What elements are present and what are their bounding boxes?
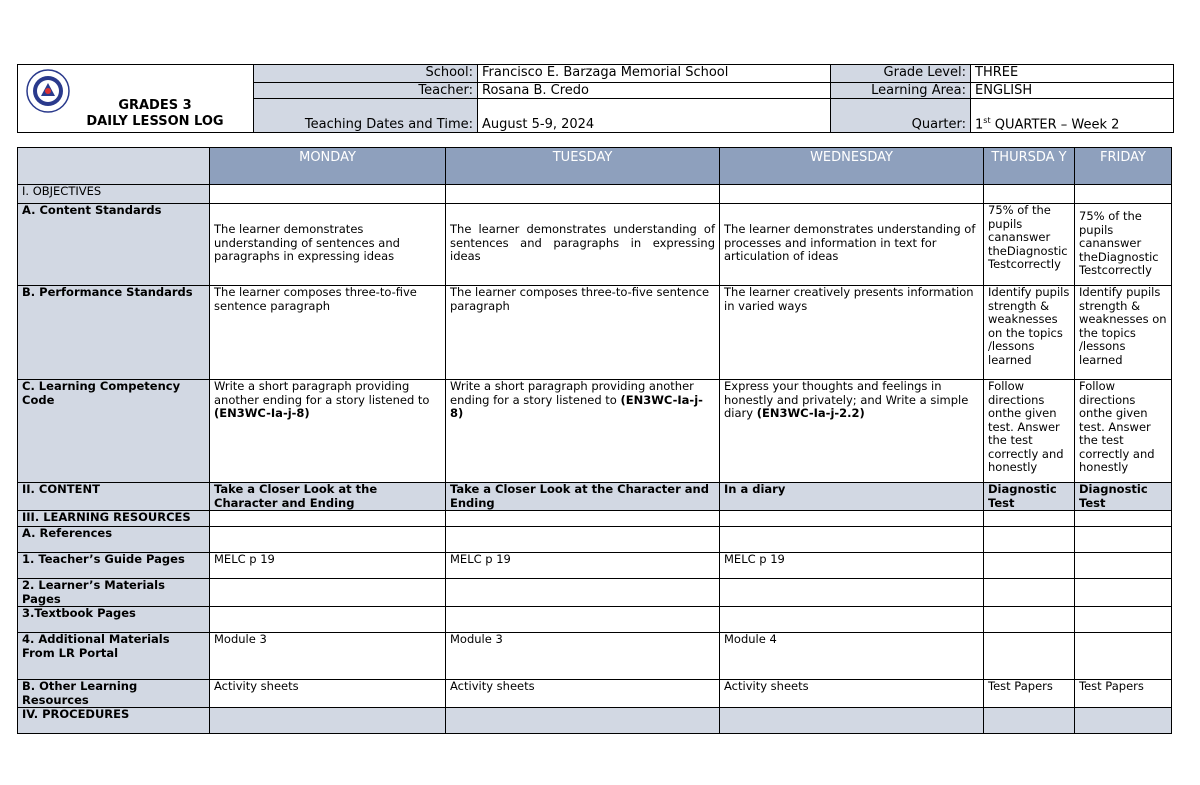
day-tuesday: TUESDAY — [446, 148, 720, 185]
cell — [984, 708, 1075, 734]
cell — [210, 579, 446, 607]
content-wed: In a diary — [720, 483, 984, 511]
day-thursday: THURSDA Y — [984, 148, 1075, 185]
content-standards-fri: 75% of the pupils cananswer theDiagnostic Testcorrectly — [1075, 204, 1172, 286]
quarter-rest: QUARTER – Week 2 — [990, 117, 1120, 132]
cell — [446, 607, 720, 633]
teachers-guide-wed: MELC p 19 — [720, 553, 984, 579]
cell — [1075, 527, 1172, 553]
cell — [1075, 633, 1172, 680]
competency-wed-text: Express your thoughts and feelings in honestly and privately; and Write a simple diary — [724, 379, 969, 420]
competency-tue-code: (EN3WC-Ia-j-8) — [450, 392, 703, 420]
cell — [720, 527, 984, 553]
table-row — [18, 185, 1172, 204]
competency-mon — [210, 380, 446, 483]
cell — [1075, 185, 1172, 204]
cell — [446, 579, 720, 607]
cell — [720, 511, 984, 527]
day-friday: FRIDAY — [1075, 148, 1172, 185]
textbook-label: 3.Textbook Pages — [18, 607, 210, 633]
quarter-value — [971, 99, 1174, 133]
content-standards-thu: 75% of the pupils cananswer theDiagnostic Testcorrectly — [984, 204, 1075, 286]
school-label: School: — [254, 65, 478, 83]
competency-tue-text: Write a short paragraph providing another ending for a story listened to — [450, 379, 694, 407]
procedures-label: IV. PROCEDURES — [18, 708, 210, 734]
table-row — [18, 380, 1172, 483]
title-cell — [18, 65, 254, 133]
additional-mon: Module 3 — [210, 633, 446, 680]
performance-standards-fri: Identify pupils strength & weaknesses on the topics /lessons learned — [1075, 286, 1172, 380]
cell — [1075, 708, 1172, 734]
content-label: II. CONTENT — [18, 483, 210, 511]
cell — [210, 708, 446, 734]
cell — [984, 633, 1075, 680]
other-tue: Activity sheets — [446, 680, 720, 708]
teachers-guide-label: 1. Teacher’s Guide Pages — [18, 553, 210, 579]
cell — [210, 185, 446, 204]
title-log: DAILY LESSON LOG — [86, 114, 224, 129]
school-value: Francisco E. Barzaga Memorial School — [478, 65, 831, 83]
cell — [984, 553, 1075, 579]
other-fri: Test Papers — [1075, 680, 1172, 708]
cell — [446, 511, 720, 527]
cell — [720, 579, 984, 607]
objectives-label: I. OBJECTIVES — [18, 185, 210, 204]
performance-standards-wed: The learner creatively presents information in varied ways — [720, 286, 984, 380]
table-row — [18, 286, 1172, 380]
other-mon: Activity sheets — [210, 680, 446, 708]
table-row — [18, 527, 1172, 553]
teacher-label: Teacher: — [254, 83, 478, 99]
cell — [210, 607, 446, 633]
content-standards-mon: The learner demonstrates understanding of sentences and paragraphs in expressing ideas — [210, 204, 446, 286]
quarter-num: 1 — [975, 117, 984, 132]
lesson-table — [17, 147, 1172, 734]
grade-value: THREE — [971, 65, 1174, 83]
deped-seal-icon — [26, 69, 70, 113]
performance-standards-thu: Identify pupils strength & weaknesses on the topics /lessons learned — [984, 286, 1075, 380]
cell — [210, 527, 446, 553]
competency-thu: Follow directions onthe given test. Answer the test correctly and honestly — [984, 380, 1075, 483]
content-tue: Take a Closer Look at the Character and Ending — [446, 483, 720, 511]
competency-label: C. Learning Competency Code — [18, 380, 210, 483]
cell — [1075, 607, 1172, 633]
additional-tue: Module 3 — [446, 633, 720, 680]
other-wed: Activity sheets — [720, 680, 984, 708]
competency-wed-code: (EN3WC-Ia-j-2.2) — [756, 406, 865, 420]
content-standards-tue: The learner demonstrates understanding of sentences and paragraphs in expressing ideas — [446, 204, 720, 286]
teacher-value: Rosana B. Credo — [478, 83, 831, 99]
cell — [1075, 579, 1172, 607]
cell — [446, 185, 720, 204]
area-value: ENGLISH — [971, 83, 1174, 99]
cell — [984, 511, 1075, 527]
cell — [720, 607, 984, 633]
page-title — [70, 98, 240, 130]
dates-value: August 5-9, 2024 — [478, 99, 831, 133]
other-thu: Test Papers — [984, 680, 1075, 708]
teachers-guide-tue: MELC p 19 — [446, 553, 720, 579]
performance-standards-label: B. Performance Standards — [18, 286, 210, 380]
cell — [984, 607, 1075, 633]
table-row — [18, 511, 1172, 527]
cell — [984, 185, 1075, 204]
competency-mon-code: (EN3WC-Ia-j-8) — [214, 406, 310, 420]
title-grades: GRADES 3 — [118, 98, 192, 113]
cell — [984, 527, 1075, 553]
teachers-guide-mon: MELC p 19 — [210, 553, 446, 579]
cell — [210, 511, 446, 527]
table-row — [18, 708, 1172, 734]
dates-label: Teaching Dates and Time: — [254, 99, 478, 133]
learners-materials-label: 2. Learner’s Materials Pages — [18, 579, 210, 607]
cell — [720, 185, 984, 204]
day-header-row — [18, 148, 1172, 185]
content-standards-label: A. Content Standards — [18, 204, 210, 286]
table-row — [18, 579, 1172, 607]
competency-fri: Follow directions onthe given test. Answer the test correctly and honestly — [1075, 380, 1172, 483]
cell — [1075, 553, 1172, 579]
table-row — [18, 553, 1172, 579]
cell — [1075, 511, 1172, 527]
table-row — [18, 607, 1172, 633]
day-wednesday: WEDNESDAY — [720, 148, 984, 185]
additional-wed: Module 4 — [720, 633, 984, 680]
header-table — [17, 64, 1174, 133]
table-row — [18, 633, 1172, 680]
cell — [446, 527, 720, 553]
competency-wed — [720, 380, 984, 483]
table-row — [18, 483, 1172, 511]
quarter-sup: st — [983, 115, 991, 125]
grade-label: Grade Level: — [831, 65, 971, 83]
cell — [446, 708, 720, 734]
content-mon: Take a Closer Look at the Character and Ending — [210, 483, 446, 511]
competency-tue — [446, 380, 720, 483]
day-monday: MONDAY — [210, 148, 446, 185]
quarter-label: Quarter: — [831, 99, 971, 133]
references-label: A. References — [18, 527, 210, 553]
performance-standards-mon: The learner composes three-to-five sentence paragraph — [210, 286, 446, 380]
corner-cell — [18, 148, 210, 185]
content-thu: Diagnostic Test — [984, 483, 1075, 511]
content-fri: Diagnostic Test — [1075, 483, 1172, 511]
performance-standards-tue: The learner composes three-to-five sentence paragraph — [446, 286, 720, 380]
additional-materials-label: 4. Additional Materials From LR Portal — [18, 633, 210, 680]
learning-resources-label: III. LEARNING RESOURCES — [18, 511, 210, 527]
cell — [720, 708, 984, 734]
table-row — [18, 680, 1172, 708]
other-resources-label: B. Other Learning Resources — [18, 680, 210, 708]
content-standards-wed: The learner demonstrates understanding of processes and information in text for articulation of ideas — [720, 204, 984, 286]
competency-mon-text: Write a short paragraph providing another ending for a story listened to — [214, 379, 430, 407]
area-label: Learning Area: — [831, 83, 971, 99]
table-row — [18, 204, 1172, 286]
cell — [984, 579, 1075, 607]
